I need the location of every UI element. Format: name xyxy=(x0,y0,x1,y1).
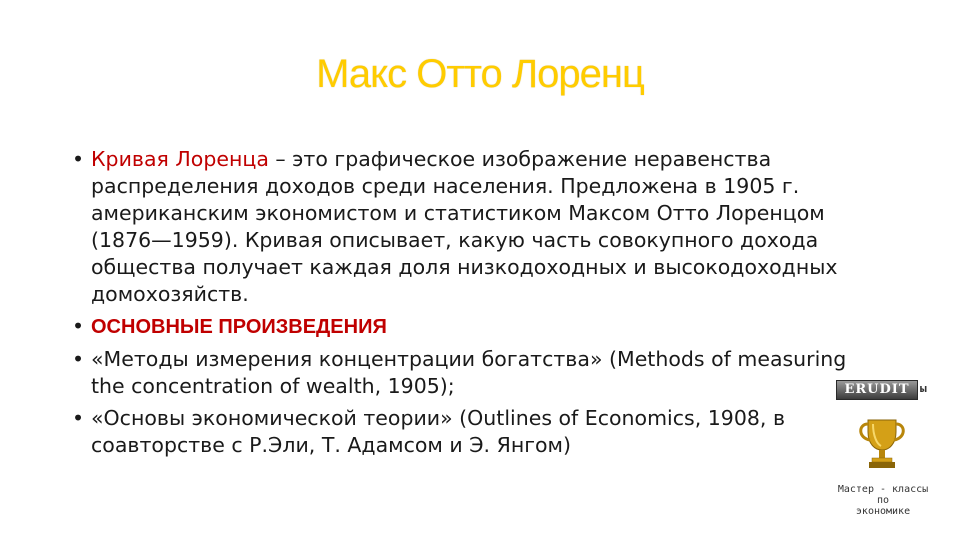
logo-caption xyxy=(824,484,942,517)
trophy-icon xyxy=(854,414,910,470)
list-item xyxy=(72,146,872,308)
list-item xyxy=(72,346,872,400)
term-lorenz-curve: Кривая Лоренца xyxy=(91,147,269,171)
list-item xyxy=(72,405,872,459)
logo-wordmark: ERUDIT xyxy=(836,380,918,400)
erudit-logo xyxy=(824,374,942,524)
section-heading: ОСНОВНЫЕ ПРОИЗВЕДЕНИЯ xyxy=(91,316,387,338)
work-title-1: «Методы измерения концентрации богатства» (Methods of measuring the concentration of wealth, 1905); xyxy=(91,347,847,398)
bullet: • xyxy=(72,347,85,371)
bullet: • xyxy=(72,147,85,171)
logo-tag: ы xyxy=(920,382,927,395)
caption-line: Мастер - классы xyxy=(837,484,929,495)
caption-line: экономике xyxy=(855,506,911,517)
bullet: • xyxy=(72,314,85,338)
content-list xyxy=(72,146,872,464)
slide-title: Макс Отто Лоренц xyxy=(316,52,644,96)
definition-text: – это графическое изображение неравенства распределения доходов среди населения. Предложена в 1905 г. американским экономистом и статистиком Максом Отто Лоренцом (1876—1959). Кривая описывает, какую часть совокупного дохода общества получает каждая доля низкодоходных и высокодоходных домохозяйств. xyxy=(91,147,838,306)
work-title-2: «Основы экономической теории» (Outlines of Economics, 1908, в соавторстве с Р.Эли, Т. Адамсом и Э. Янгом) xyxy=(91,406,786,457)
bullet: • xyxy=(72,406,85,430)
list-item xyxy=(72,313,872,341)
caption-line: по xyxy=(876,495,890,506)
